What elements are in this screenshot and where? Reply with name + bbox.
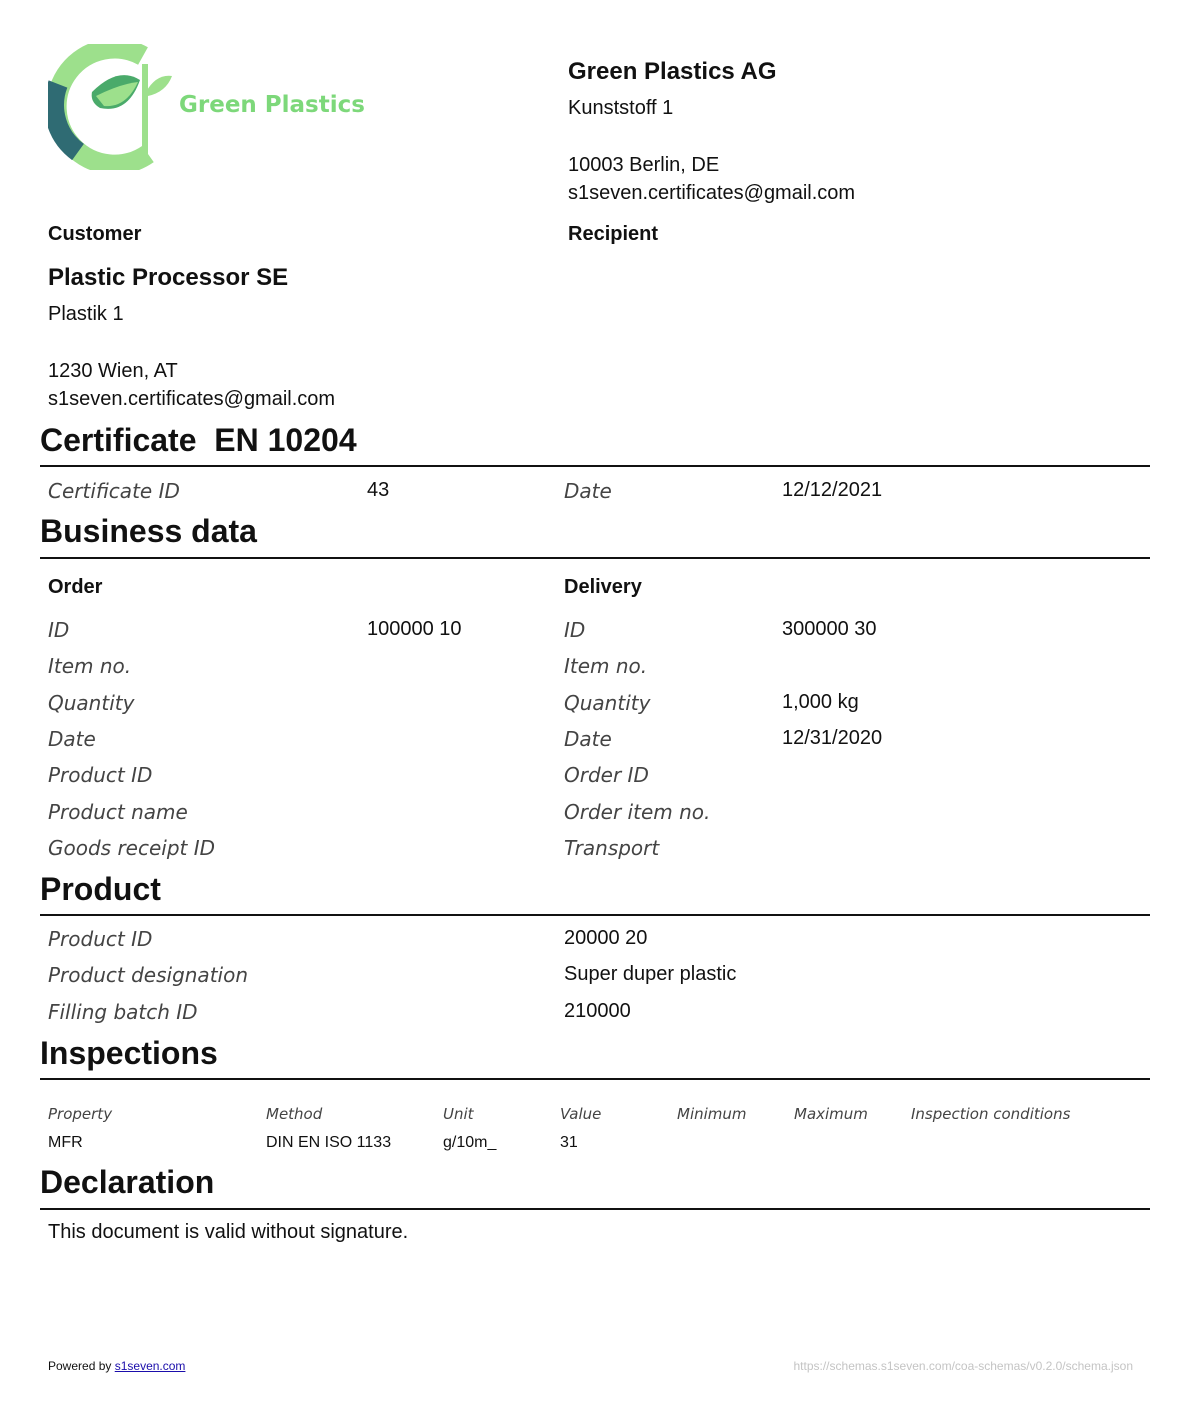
divider xyxy=(40,1208,1150,1210)
certificate-date-value: 12/12/2021 xyxy=(782,479,883,501)
inspection-cell: DIN EN ISO 1133 xyxy=(266,1134,392,1151)
product-field-value: Super duper plastic xyxy=(564,963,737,986)
supplier-city: 10003 Berlin, DE xyxy=(568,154,720,176)
divider xyxy=(40,465,1150,467)
certificate-date-label: Date xyxy=(564,479,612,503)
product-field-value: 210000 xyxy=(564,999,631,1022)
customer-email: s1seven.certificates@gmail.com xyxy=(48,388,336,410)
powered-by-label: Powered by xyxy=(48,1359,112,1373)
delivery-field-value: 1,000 kg xyxy=(782,690,859,713)
certificate-id-value: 43 xyxy=(367,479,390,501)
customer-heading: Customer xyxy=(48,223,142,245)
product-field-label: Product designation xyxy=(48,963,248,988)
inspection-column-header: Unit xyxy=(443,1105,474,1123)
order-field-label: Quantity xyxy=(48,690,135,715)
divider xyxy=(40,557,1150,559)
schema-url: https://schemas.s1seven.com/coa-schemas/v0.2.0/schema.json xyxy=(793,1359,1133,1373)
order-field-value: 100000 10 xyxy=(367,618,462,640)
order-field-label: Product name xyxy=(48,799,188,824)
inspection-cell: 31 xyxy=(560,1134,578,1151)
declaration-text: This document is valid without signature. xyxy=(48,1221,409,1243)
inspections-title: Inspections xyxy=(40,1035,218,1071)
customer-street: Plastik 1 xyxy=(48,303,124,325)
delivery-field-value: 300000 30 xyxy=(782,618,877,640)
delivery-field-label: Date xyxy=(564,726,612,751)
order-field-label: Item no. xyxy=(48,654,132,679)
order-heading: Order xyxy=(48,576,103,598)
certificate-id-label: Certificate ID xyxy=(48,479,180,503)
logo-text: Green Plastics xyxy=(179,92,365,118)
declaration-title: Declaration xyxy=(40,1164,215,1200)
customer-city: 1230 Wien, AT xyxy=(48,360,178,382)
delivery-heading: Delivery xyxy=(564,576,642,598)
product-field-value: 20000 20 xyxy=(564,927,648,949)
logo-mark-icon xyxy=(48,44,178,170)
order-field-label: Date xyxy=(48,726,96,751)
supplier-street: Kunststoff 1 xyxy=(568,97,674,119)
inspection-cell: MFR xyxy=(48,1134,83,1151)
footer-powered-by xyxy=(48,1359,185,1373)
order-field-label: Goods receipt ID xyxy=(48,835,216,860)
product-field-label: Product ID xyxy=(48,927,153,951)
supplier-email: s1seven.certificates@gmail.com xyxy=(568,182,856,204)
product-field-label: Filling batch ID xyxy=(48,999,198,1024)
inspection-cell: g/10m_ xyxy=(443,1134,497,1151)
delivery-field-label: ID xyxy=(564,618,586,642)
delivery-field-label: Transport xyxy=(564,835,660,860)
inspection-column-header: Maximum xyxy=(794,1105,868,1123)
delivery-field-label: Item no. xyxy=(564,654,648,679)
divider xyxy=(40,914,1150,916)
supplier-name: Green Plastics AG xyxy=(568,58,777,85)
inspection-column-header: Inspection conditions xyxy=(911,1105,1071,1123)
customer-name: Plastic Processor SE xyxy=(48,264,289,291)
business-data-title: Business data xyxy=(40,513,257,549)
divider xyxy=(40,1078,1150,1080)
delivery-field-label: Order item no. xyxy=(564,799,711,824)
s1seven-link[interactable]: s1seven.com xyxy=(114,1359,186,1373)
certificate-title: Certificate EN 10204 xyxy=(40,422,357,458)
inspection-column-header: Property xyxy=(48,1105,113,1123)
delivery-field-label: Order ID xyxy=(564,763,649,788)
recipient-heading: Recipient xyxy=(568,223,659,245)
delivery-field-value: 12/31/2020 xyxy=(782,726,883,749)
product-title: Product xyxy=(40,871,161,907)
inspection-column-header: Method xyxy=(266,1105,323,1123)
inspection-column-header: Value xyxy=(560,1105,602,1123)
order-field-label: Product ID xyxy=(48,763,153,788)
company-logo xyxy=(48,44,368,170)
order-field-label: ID xyxy=(48,618,70,642)
inspection-column-header: Minimum xyxy=(677,1105,747,1123)
delivery-field-label: Quantity xyxy=(564,690,651,715)
